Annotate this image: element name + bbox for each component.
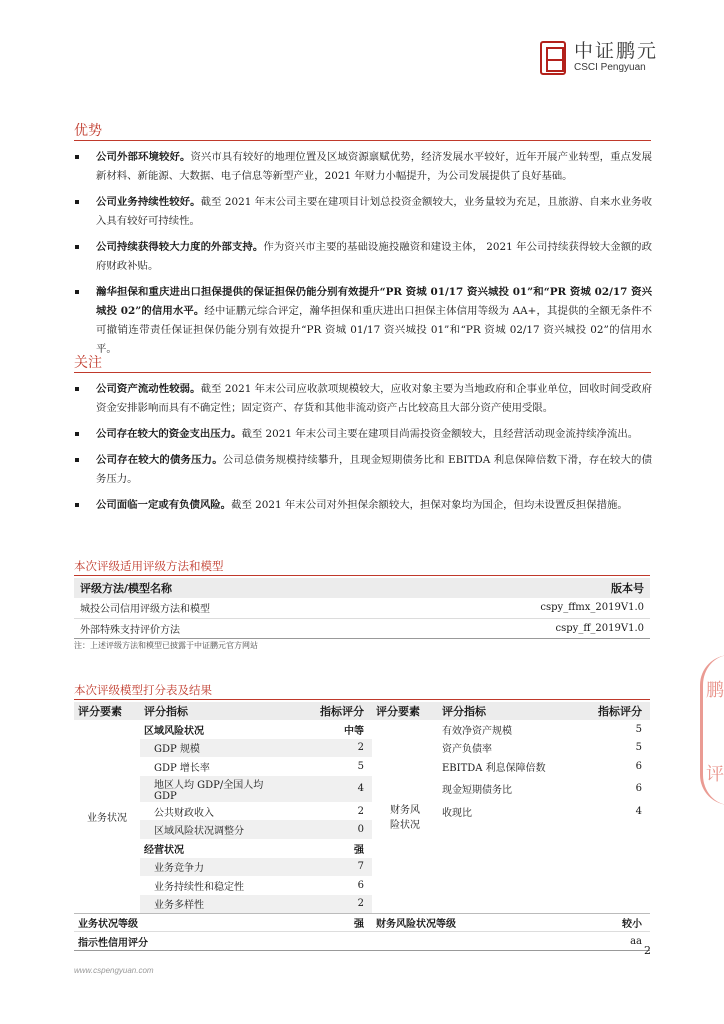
logo-cn-text: 中证鹏元 <box>574 40 659 62</box>
table-row: 业务竞争力 7 <box>74 858 650 877</box>
concern-item: 公司资产流动性较弱。截至 2021 年末公司应收款项规模较大，应收对象主要为当地政府和企事业单位，回收时间受政府资金安排影响而具有不确定性；固定资产、存货和其他非流动资产占比较高且大部分资产使用受限。 <box>74 380 652 418</box>
logo-en-text: CSCI Pengyuan <box>574 62 646 73</box>
seal-char-top: 鹏 <box>706 680 724 701</box>
indicative-value: aa <box>568 932 650 951</box>
business-level-value: 强 <box>290 913 372 932</box>
concern-item: 公司面临一定或有负债风险。截至 2021 年末公司对外担保余额较大，担保对象均为国企，但均未设置反担保措施。 <box>74 496 652 515</box>
methods-table <box>74 578 650 639</box>
table-row: 经营状况 强 <box>144 844 364 856</box>
score-header: 评分指标 <box>438 702 568 720</box>
financial-group-label: 财务风险状况 <box>390 805 420 832</box>
concern-item: 公司存在较大的债务压力。公司总债务规模持续攀升，且现金短期债务比和 EBITDA 利息保障倍数下滑，存在较大的债务压力。 <box>74 451 652 489</box>
concern-item: 公司存在较大的资金支出压力。截至 2021 年末公司主要在建项目尚需投资金额较大，且经营活动现金流持续净流出。 <box>74 425 652 444</box>
table-row: 业务状况 区域风险状况 中等 财务风险状况 有效净资产规模 5 <box>74 720 650 739</box>
page-number: 2 <box>644 944 651 957</box>
table-row: 业务持续性和稳定性 6 <box>154 879 364 893</box>
advantage-item: 公司业务持续性较好。截至 2021 年末公司主要在建项目计划总投资金额较大，业务量较为充足，且旅游、自来水业务收入具有较好可持续性。 <box>74 193 652 231</box>
seal-char-bottom: 评 <box>706 764 724 785</box>
methods-note: 注：上述评级方法和模型已披露于中证鹏元官方网站 <box>74 641 258 650</box>
indicative-label: 指示性信用评分 <box>74 932 568 951</box>
logo-mark-icon <box>540 41 566 75</box>
methods-col-name: 评级方法/模型名称 <box>74 578 392 598</box>
concerns-title: 关注 <box>74 355 102 371</box>
table-row: 公共财政收入 2 收现比 4 <box>154 805 642 819</box>
concerns-rule <box>74 372 651 373</box>
table-row: 外部特殊支持评价方法 cspy_ff_2019V1.0 <box>74 618 650 638</box>
scores-title: 本次评级模型打分表及结果 <box>74 682 650 700</box>
business-level-label: 业务状况等级 <box>74 913 290 932</box>
methods-title: 本次评级适用评级方法和模型 <box>74 558 650 576</box>
score-header: 指标评分 <box>568 702 650 720</box>
advantages-title: 优势 <box>74 123 102 139</box>
financial-level-label: 财务风险状况等级 <box>372 913 568 932</box>
table-row: 地区人均 GDP/全国人均 GDP 4 现金短期债务比 6 <box>74 776 650 802</box>
score-header: 评分要素 <box>372 702 438 720</box>
table-row: 城投公司信用评级方法和模型 cspy_ffmx_2019V1.0 <box>74 598 650 618</box>
advantage-item: 瀚华担保和重庆进出口担保提供的保证担保仍能分别有效提升“PR 资城 01/17 资兴城投 01”和“PR 资城 02/17 资兴城投 02”的信用水平。经中证鹏元综合评定，瀚华担保和重庆进出口担保主体信用等级为 AA+，其提供的全额无条件不可撤销连带责任保证担保仍能分别有效提升“PR 资城 01/17 资兴城投 01”和“PR 资城 02/17 资兴城投 02”的信用水平。 <box>74 283 652 359</box>
table-row: 业务多样性 2 <box>74 895 650 914</box>
advantage-item: 公司持续获得较大力度的外部支持。作为资兴市主要的基础设施投融资和建设主体， 2021 年公司持续获得较大金额的政府财政补贴。 <box>74 238 652 276</box>
score-header: 指标评分 <box>290 702 372 720</box>
business-group-label: 业务状况 <box>87 812 127 824</box>
scores-table <box>74 702 650 951</box>
footer-url: www.cspengyuan.com <box>74 966 154 975</box>
score-header: 评分要素 <box>74 702 140 720</box>
advantages-rule <box>74 140 651 141</box>
methods-col-version: 版本号 <box>392 578 650 598</box>
table-row <box>74 932 650 951</box>
table-row: GDP 增长率 5 EBITDA 利息保障倍数 6 <box>154 760 642 774</box>
financial-level-value: 较小 <box>568 913 650 932</box>
table-row: 区域风险状况调整分 0 <box>74 820 650 839</box>
company-logo <box>540 40 680 76</box>
advantages-list <box>74 148 652 366</box>
table-row: GDP 规模 2 资产负债率 5 <box>74 739 650 758</box>
score-header: 评分指标 <box>140 702 290 720</box>
table-row <box>74 913 650 932</box>
concerns-list <box>74 380 652 522</box>
advantage-item: 公司外部环境较好。资兴市具有较好的地理位置及区域资源禀赋优势，经济发展水平较好，近年开展产业转型，重点发展新材料、新能源、大数据、电子信息等新型产业，2021 年财力小幅提升，为公司发展提供了良好基础。 <box>74 148 652 186</box>
